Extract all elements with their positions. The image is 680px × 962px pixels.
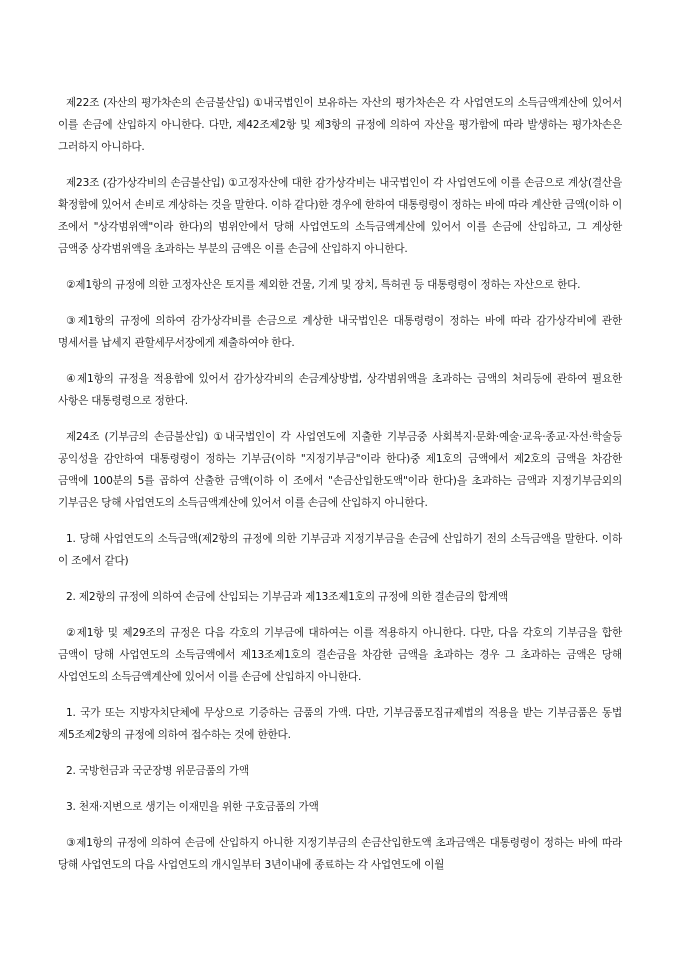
article-24-paragraph-3: ③제1항의 규정에 의하여 손금에 산입하지 아니한 지정기부금의 손금산입한도액 초과금액은 대통령령이 정하는 바에 따라 당해 사업연도의 다음 사업연도의 개시일부터 3년이내에 종료하는 각 사업연도에 이월: [58, 837, 622, 871]
article-23-paragraph-1: 제23조 (감가상각비의 손금불산입) ①고정자산에 대한 감가상각비는 내국법인이 각 사업연도에 이를 손금으로 계상(결산을 확정함에 있어서 손비로 계상하는 것을 말한다. 이하 같다)한 경우에 한하여 대통령령이 정하는 바에 따라 계산한 금액(이하 이 조에서 "상각범위액"이라 한다)의 범위안에서 당해 사업연도의 소득금액계산에 있어서 이를 손금에 산입하고, 그 계상한 금액중 상각범위액을 초과하는 부분의 금액은 이를 손금에 산입하지 아니한다.: [58, 177, 622, 255]
article-22-paragraph-1: 제22조 (자산의 평가차손의 손금불산입) ①내국법인이 보유하는 자산의 평가차손은 각 사업연도의 소득금액계산에 있어서 이를 손금에 산입하지 아니한다. 다만, 제42조제2항 및 제3항의 규정에 의하여 자산을 평가함에 따라 발생하는 평가차손은 그러하지 아니하다.: [58, 97, 622, 153]
article-24-paragraph-1-item-2: 2. 제2항의 규정에 의하여 손금에 산입되는 기부금과 제13조제1호의 규정에 의한 결손금의 합계액: [66, 591, 508, 603]
article-23-paragraph-3: ③제1항의 규정에 의하여 감가상각비를 손금으로 계상한 내국법인은 대통령령이 정하는 바에 따라 감가상각비에 관한 명세서를 납세지 관할세무서장에게 제출하여야 한다.: [58, 315, 622, 349]
article-23-paragraph-4: ④제1항의 규정을 적용함에 있어서 감가상각비의 손금계상방법, 상각범위액을 초과하는 금액의 처리등에 관하여 필요한 사항은 대통령령으로 정한다.: [58, 373, 622, 407]
article-24-paragraph-1: 제24조 (기부금의 손금불산입) ①내국법인이 각 사업연도에 지출한 기부금중 사회복지·문화·예술·교육·종교·자선·학술등 공익성을 감안하여 대통령령이 정하는 기부금(이하 "지정기부금"이라 한다)중 제1호의 금액에서 제2호의 금액을 차감한 금액에 100분의 5를 곱하여 산출한 금액(이하 이 조에서 "손금산입한도액"이라 한다)을 초과하는 금액과 지정기부금외의 기부금은 당해 사업연도의 소득금액계산에 있어서 이를 손금에 산입하지 아니한다.: [58, 431, 622, 509]
article-24-paragraph-2-item-3: 3. 천재·지변으로 생기는 이재민을 위한 구호금품의 가액: [66, 801, 319, 813]
article-24-paragraph-2-item-1: 1. 국가 또는 지방자치단체에 무상으로 기증하는 금품의 가액. 다만, 기부금품모집규제법의 적용을 받는 기부금품은 동법 제5조제2항의 규정에 의하여 접수하는 것에 한한다.: [58, 707, 622, 741]
article-24-paragraph-1-item-1: 1. 당해 사업연도의 소득금액(제2항의 규정에 의한 기부금과 지정기부금을 손금에 산입하기 전의 소득금액을 말한다. 이하 이 조에서 같다): [58, 533, 622, 567]
document-page: [58, 92, 622, 890]
article-24-paragraph-2-item-2: 2. 국방헌금과 국군장병 위문금품의 가액: [66, 765, 249, 777]
article-24-paragraph-2: ②제1항 및 제29조의 규정은 다음 각호의 기부금에 대하여는 이를 적용하지 아니한다. 다만, 다음 각호의 기부금을 합한 금액이 당해 사업연도의 소득금액에서 제13조제1호의 결손금을 차감한 금액을 초과하는 경우 그 초과하는 금액은 당해 사업연도의 소득금액계산에 있어서 이를 손금에 산입하지 아니한다.: [58, 627, 622, 683]
article-23-paragraph-2: ②제1항의 규정에 의한 고정자산은 토지를 제외한 건물, 기계 및 장치, 특허권 등 대통령령이 정하는 자산으로 한다.: [66, 279, 581, 291]
